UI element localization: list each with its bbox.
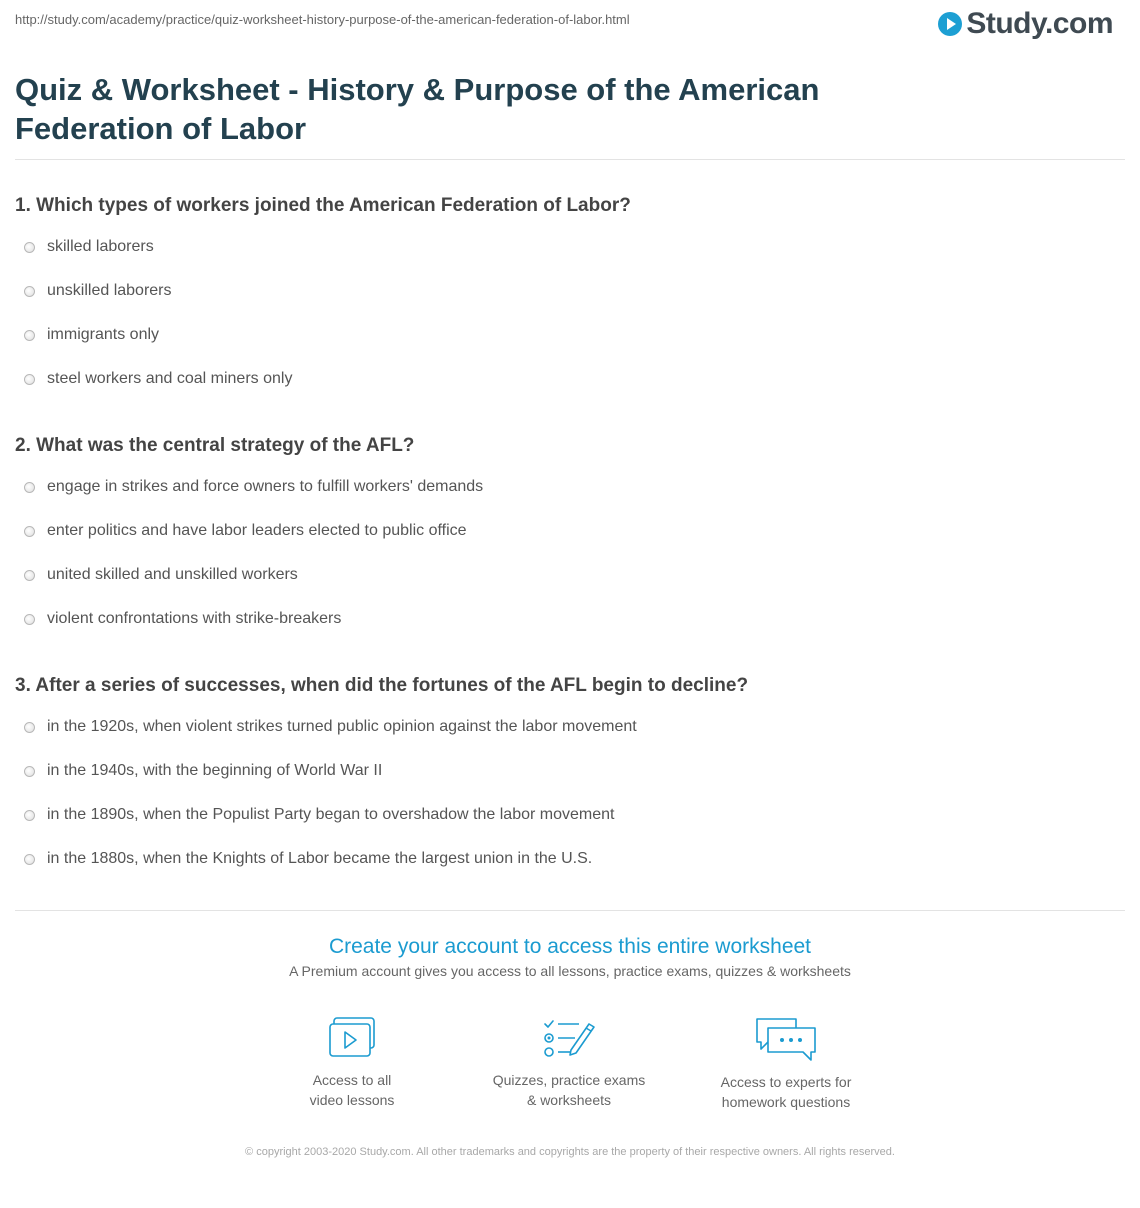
answer-options	[15, 717, 1125, 893]
question-text: 1. Which types of workers joined the American Federation of Labor?	[15, 195, 631, 216]
expert-chat-icon	[754, 1016, 818, 1064]
question-text: 3. After a series of successes, when did the fortunes of the AFL begin to decline?	[15, 675, 749, 696]
answer-label: enter politics and have labor leaders elected to public office	[47, 522, 467, 539]
answer-label: unskilled laborers	[47, 282, 172, 299]
answer-label: immigrants only	[47, 326, 160, 343]
answer-option[interactable]	[15, 609, 1125, 653]
signup-cta	[15, 934, 1125, 979]
feature-video-lessons	[252, 1016, 452, 1110]
radio-button[interactable]	[24, 854, 35, 865]
cta-subtitle: A Premium account gives you access to all lessons, practice exams, quizzes & worksheets	[289, 963, 851, 979]
radio-button[interactable]	[24, 570, 35, 581]
radio-button[interactable]	[24, 810, 35, 821]
answer-option[interactable]	[15, 849, 1125, 893]
feature-label: Quizzes, practice exams & worksheets	[492, 1072, 646, 1108]
answer-label: engage in strikes and force owners to fulfill workers' demands	[47, 478, 484, 495]
answer-option[interactable]	[15, 805, 1125, 849]
answer-option[interactable]	[15, 325, 1125, 369]
answer-label: skilled laborers	[47, 238, 154, 255]
answer-label: violent confrontations with strike-breakers	[47, 610, 342, 627]
answer-label: in the 1890s, when the Populist Party began to overshadow the labor movement	[47, 806, 615, 823]
answer-options	[15, 237, 1125, 413]
answer-option[interactable]	[15, 717, 1125, 761]
answer-label: in the 1880s, when the Knights of Labor became the largest union in the U.S.	[47, 850, 593, 867]
question-text: 2. What was the central strategy of the AFL?	[15, 435, 415, 456]
feature-quizzes	[469, 1016, 669, 1110]
radio-button[interactable]	[24, 482, 35, 493]
answer-label: in the 1940s, with the beginning of World War II	[47, 762, 383, 779]
page-url: http://study.com/academy/practice/quiz-worksheet-history-purpose-of-the-american-federation-of-labor.html	[15, 12, 630, 27]
answer-option[interactable]	[15, 281, 1125, 325]
answer-option[interactable]	[15, 369, 1125, 413]
radio-button[interactable]	[24, 722, 35, 733]
answer-option[interactable]	[15, 477, 1125, 521]
radio-button[interactable]	[24, 330, 35, 341]
radio-button[interactable]	[24, 374, 35, 385]
answer-options	[15, 477, 1125, 653]
answer-option[interactable]	[15, 565, 1125, 609]
quiz-checklist-icon	[541, 1016, 597, 1062]
radio-button[interactable]	[24, 526, 35, 537]
question-3	[15, 674, 1125, 893]
page-title: Quiz & Worksheet - History & Purpose of the American Federation of Labor	[15, 72, 820, 146]
radio-button[interactable]	[24, 766, 35, 777]
radio-button[interactable]	[24, 242, 35, 253]
play-logo-icon	[938, 12, 962, 36]
question-1	[15, 194, 1125, 413]
top-bar	[15, 0, 1125, 48]
study-logo[interactable]	[938, 6, 1113, 42]
answer-option[interactable]	[15, 761, 1125, 805]
answer-option[interactable]	[15, 521, 1125, 565]
radio-button[interactable]	[24, 286, 35, 297]
question-2	[15, 434, 1125, 653]
video-lessons-icon	[326, 1016, 378, 1062]
answer-label: in the 1920s, when violent strikes turned public opinion against the labor movement	[47, 718, 637, 735]
title-divider	[15, 159, 1125, 160]
radio-button[interactable]	[24, 614, 35, 625]
logo-text: Study.com	[966, 7, 1113, 40]
feature-experts	[686, 1016, 886, 1112]
feature-label: Access to all video lessons	[309, 1072, 395, 1108]
cta-link[interactable]: Create your account to access this entire worksheet	[328, 935, 812, 958]
feature-label: Access to experts for homework questions	[720, 1074, 852, 1110]
answer-label: united skilled and unskilled workers	[47, 566, 298, 583]
questions-divider	[15, 910, 1125, 911]
copyright-notice: © copyright 2003-2020 Study.com. All other trademarks and copyrights are the property of their respective owners. All rights reserved.	[245, 1146, 895, 1158]
answer-label: steel workers and coal miners only	[47, 370, 293, 387]
answer-option[interactable]	[15, 237, 1125, 281]
